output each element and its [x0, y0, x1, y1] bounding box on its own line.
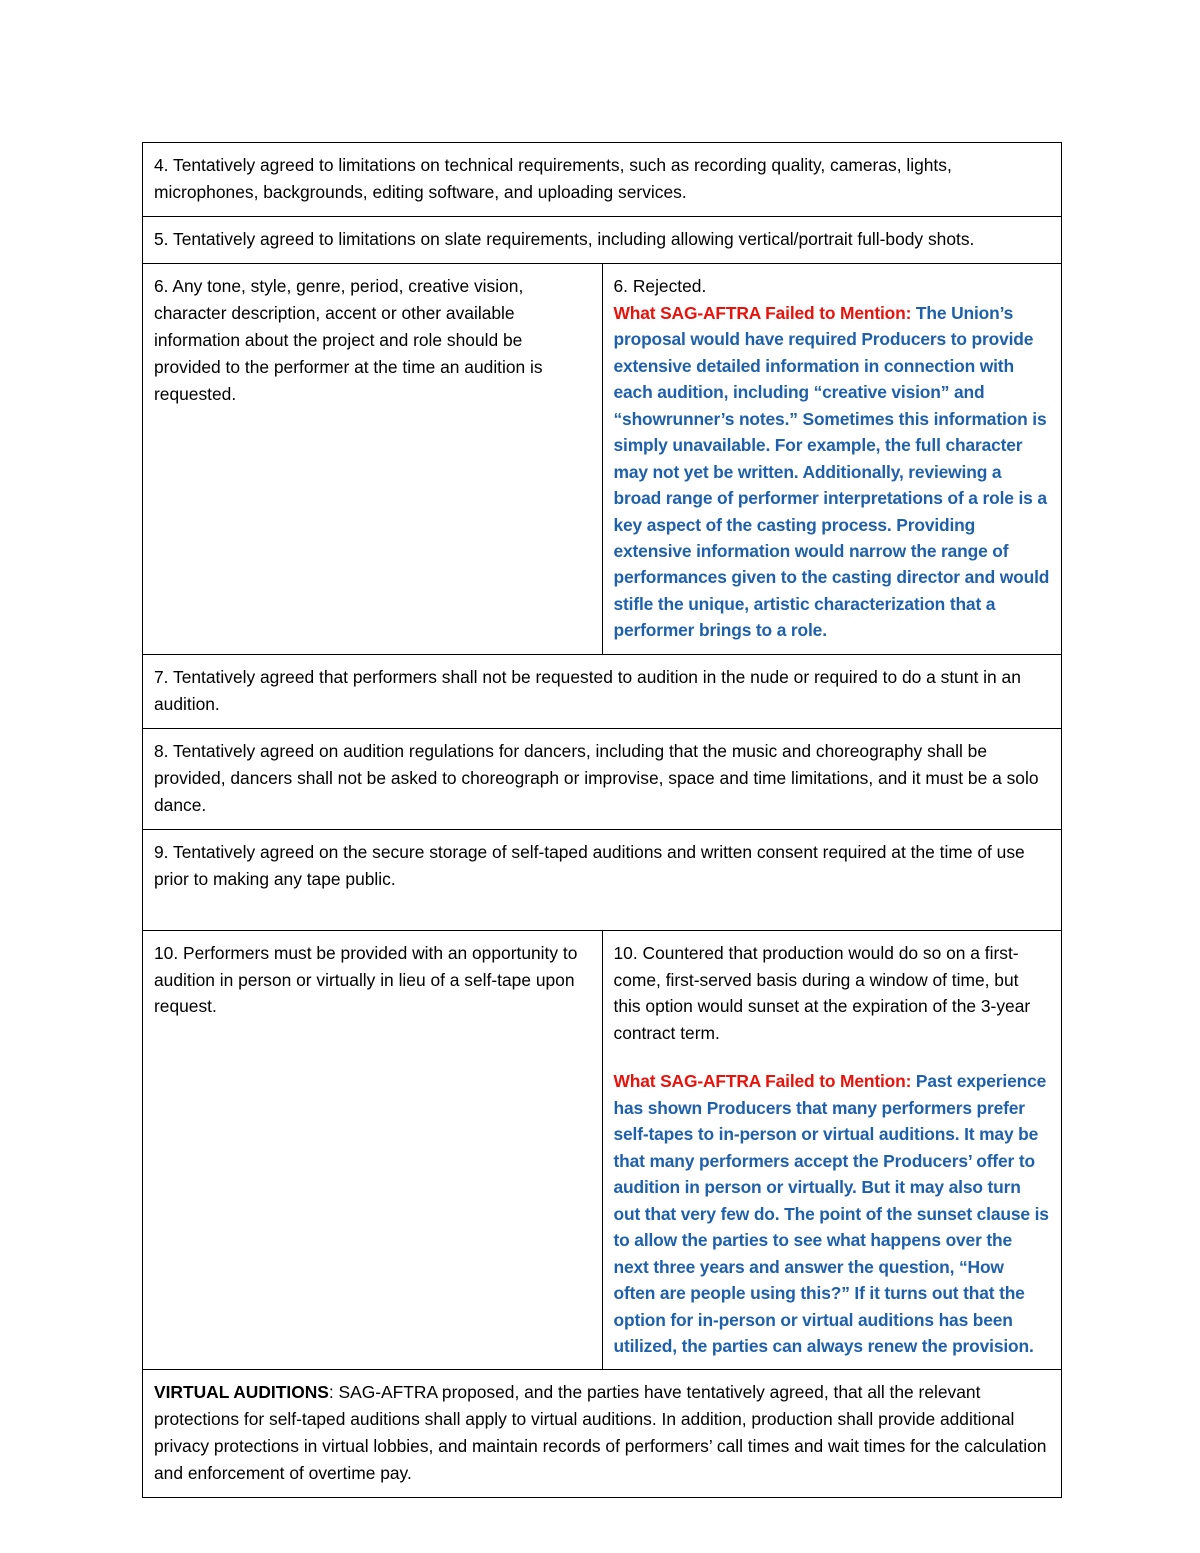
row-7-text: 7. Tentatively agreed that performers shall not be requested to audition in the nude or required to do a stunt in an audition. — [154, 666, 1021, 714]
row-5-text: 5. Tentatively agreed to limitations on slate requirements, including allowing vertical/portrait full-body shots. — [154, 228, 975, 249]
table-row — [143, 654, 1062, 728]
row-6-proposal-text: 6. Any tone, style, genre, period, creative vision, character description, accent or other available information about the project and role should be provided to the performer at the time an audition is requested. — [154, 275, 543, 404]
table-row — [143, 829, 1062, 930]
row-10-commentary-body: Past experience has shown Producers that many performers prefer self-tapes to in-person or virtual auditions. It may be that many performers accept the Producers’ offer to audition in person or virtually. But it may also turn out that very few do. The point of the sunset clause is to allow the parties to see what happens over the next three years and answer the question, “How often are people using this?” If it turns out that the option for in-person or virtual auditions has been utilized, the parties can always renew the provision. — [613, 1071, 1049, 1356]
row-10-proposal-text: 10. Performers must be provided with an opportunity to audition in person or virtually in lieu of a self-tape upon request. — [154, 942, 578, 1017]
row-6-commentary-label: What SAG-AFTRA Failed to Mention: — [613, 302, 912, 323]
row-4-cell — [143, 143, 1062, 217]
row-10-commentary — [614, 1068, 1051, 1359]
row-9-trailing-space — [154, 893, 1050, 920]
row-10-response-cell — [602, 930, 1062, 1370]
table-row — [143, 1370, 1062, 1498]
row-6-response-cell — [602, 263, 1062, 654]
row-9-cell — [143, 829, 1062, 930]
row-10-proposal-cell — [143, 930, 603, 1370]
row-9-text: 9. Tentatively agreed on the secure storage of self-taped auditions and written consent required at the time of use prior to making any tape public. — [154, 841, 1025, 889]
row-6-proposal-cell — [143, 263, 603, 654]
table-row — [143, 216, 1062, 263]
row-7-cell — [143, 654, 1062, 728]
row-6-commentary — [614, 300, 1051, 644]
row-8-text: 8. Tentatively agreed on audition regulations for dancers, including that the music and choreography shall be provided, dancers shall not be asked to choreograph or improvise, space and time limitations, and it must be a solo dance. — [154, 740, 1039, 815]
virtual-auditions-paragraph — [154, 1379, 1050, 1487]
table-row — [143, 728, 1062, 829]
negotiation-points-table — [142, 142, 1062, 1498]
row-8-cell — [143, 728, 1062, 829]
virtual-auditions-heading: VIRTUAL AUDITIONS — [154, 1382, 329, 1403]
table-row — [143, 263, 1062, 654]
row-10-commentary-label: What SAG-AFTRA Failed to Mention: — [613, 1071, 912, 1092]
row-10-response-text: 10. Countered that production would do so on a first-come, first-served basis during a window of time, but this option would sunset at the expiration of the 3-year contract term. — [613, 942, 1031, 1044]
virtual-auditions-cell — [143, 1370, 1062, 1498]
virtual-auditions-text: : SAG-AFTRA proposed, and the parties have tentatively agreed, that all the relevant protections for self-taped auditions shall apply to virtual auditions. In addition, production shall provide additional privacy protections in virtual lobbies, and maintain records of performers’ call times and wait times for the calculation and enforcement of overtime pay. — [154, 1382, 1047, 1484]
table-row — [143, 143, 1062, 217]
row-4-text: 4. Tentatively agreed to limitations on technical requirements, such as recording quality, cameras, lights, microphones, backgrounds, editing software, and uploading services. — [154, 155, 952, 202]
row-6-commentary-body: The Union’s proposal would have required Producers to provide extensive detailed information in connection with each audition, including “creative vision” and “showrunner’s notes.” Sometimes this information is simply unavailable. For example, the full character may not yet be written. Additionally, reviewing a broad range of performer interpretations of a role is a key aspect of the casting process. Providing extensive information would narrow the range of performances given to the casting director and would stifle the unique, artistic characterization that a performer brings to a role. — [613, 302, 1050, 641]
row-5-cell — [143, 216, 1062, 263]
table-row — [143, 930, 1062, 1370]
row-6-response-text: 6. Rejected. — [613, 275, 707, 296]
